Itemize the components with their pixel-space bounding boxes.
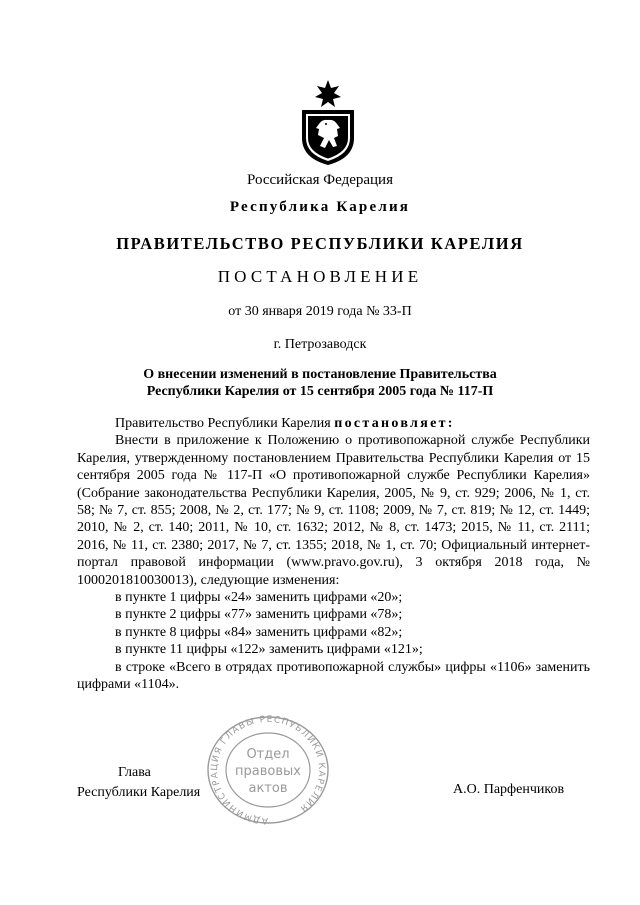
- signatory-title: [77, 763, 200, 803]
- country-name: Российская Федерация: [247, 172, 393, 188]
- amendment-item-1: в пункте 1 цифры «24» заменить цифрами «20»;: [115, 590, 403, 606]
- subject-line-1: О внесении изменений в постановление Правительства: [143, 367, 497, 382]
- signatory-title-line-1: Глава: [118, 765, 151, 780]
- decree-word: постановляет:: [334, 416, 455, 431]
- signatory-title-line-2: Республики Карелия: [77, 785, 201, 800]
- signatory-name: А.О. Парфенчиков: [453, 782, 565, 797]
- legal-acts-stamp: [203, 714, 333, 826]
- stamp-line-3: актов: [248, 781, 288, 796]
- amendment-item-5: в строке «Всего в отрядах противопожарной службы» цифры «1106» заменить цифрами «1104».: [77, 659, 590, 693]
- document-city: г. Петрозаводск: [273, 337, 367, 352]
- karelia-coat-of-arms-icon: [293, 78, 363, 166]
- stamp-line-2: правовых: [235, 764, 301, 779]
- document-subject: [0, 366, 640, 400]
- decree-intro-paragraph: [77, 415, 590, 432]
- stamp-ring-text: АДМИНИСТРАЦИЯ ГЛАВЫ РЕСПУБЛИКИ КАРЕЛИЯ: [209, 714, 327, 826]
- subject-line-2: Республики Карелия от 15 сентября 2005 года № 117-П: [146, 384, 494, 399]
- main-text-paragraph: Внести в приложение к Положению о противопожарной службе Республики Карелия, утвержденному постановлением Правительства Республики Карелия от 15 сентября 2005 года № 117-П «О противопожарной службе Республики Карелия» (Собрание законодательства Республики Карелия, 2005, № 9, ст. 929; 2006, № 1, ст. 58; № 7, ст. 855; 2008, № 2, ст. 177; № 9, ст. 1108; 2009, № 7, ст. 819; № 12, ст. 1449; 2010, № 2, ст. 140; 2011, № 10, ст. 1632; 2012, № 8, ст. 1473; 2015, № 11, ст. 2111; 2016, № 11, ст. 2380; 2017, № 7, ст. 1355; 2018, № 1, ст. 70; Официальный интернет-портал правовой информации (www.pravo.gov.ru), 3 октября 2018 года, № 1000201810030013), следующие изменения:: [77, 433, 590, 588]
- stamp-line-1: Отдел: [246, 747, 290, 762]
- decree-intro: Правительство Республики Карелия: [115, 416, 335, 431]
- amendment-item-3: в пункте 8 цифры «84» заменить цифрами «82»;: [115, 624, 403, 640]
- document-date-number: от 30 января 2019 года № 33-П: [228, 304, 412, 319]
- document-type: ПОСТАНОВЛЕНИЕ: [217, 267, 423, 286]
- government-name: ПРАВИТЕЛЬСТВО РЕСПУБЛИКИ КАРЕЛИЯ: [116, 234, 524, 253]
- document-body: [77, 415, 590, 694]
- republic-name: Республика Карелия: [229, 199, 411, 215]
- amendment-item-2: в пункте 2 цифры «77» заменить цифрами «78»;: [115, 607, 403, 623]
- amendment-item-4: в пункте 11 цифры «122» заменить цифрами «121»;: [115, 642, 423, 658]
